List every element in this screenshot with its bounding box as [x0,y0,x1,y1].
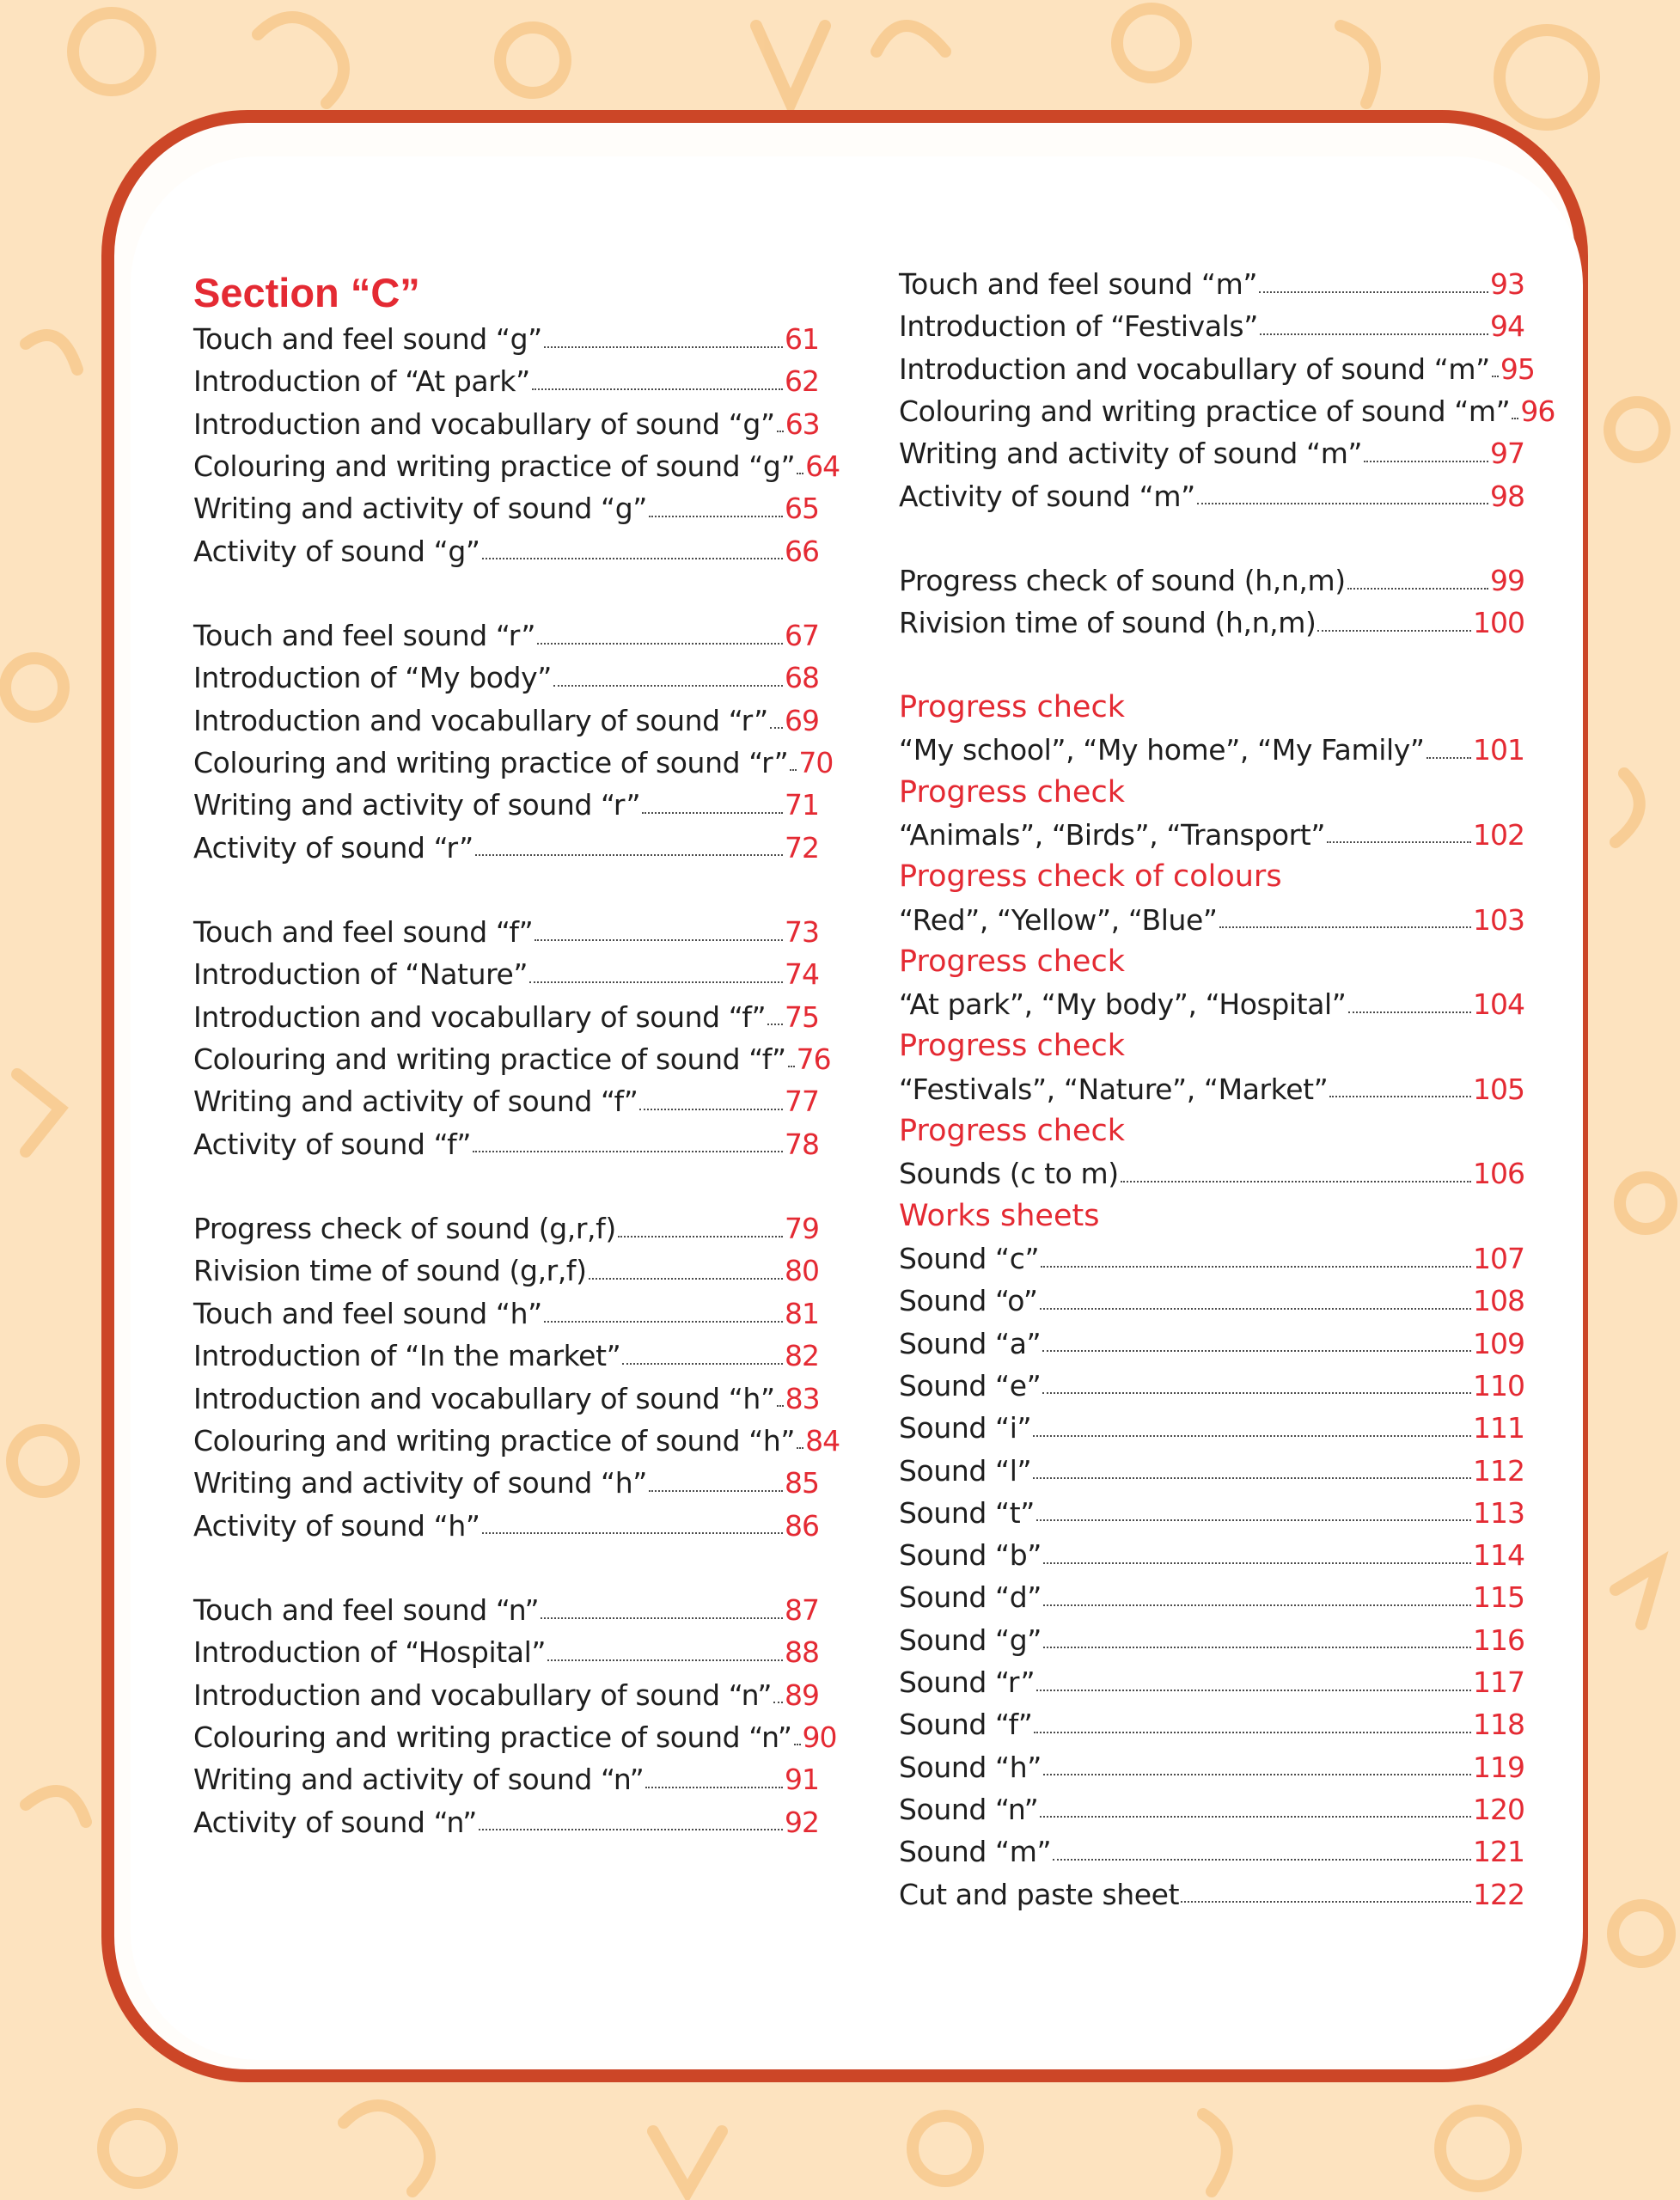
page-number: 90 [802,1720,837,1754]
dot-leader [649,1490,783,1492]
entry-title: Sound “d” [899,1580,1042,1615]
toc-entry[interactable] [899,1450,1524,1492]
entry-title: Introduction of “Hospital” [193,1635,547,1670]
entry-title: Rivision time of sound (h,n,m) [899,606,1317,640]
toc-entry[interactable] [193,700,819,742]
page-number: 114 [1473,1538,1524,1573]
dot-leader [1040,1816,1471,1818]
page-number: 96 [1520,394,1555,428]
entry-title: Writing and activity of sound “r” [193,788,641,822]
worksheets-label: Works sheets [899,1199,1100,1233]
page-number: 74 [785,957,819,992]
progress-check-label: Progress check [899,1029,1125,1064]
page-number: 121 [1473,1835,1524,1869]
toc-entry[interactable] [899,1323,1524,1365]
page-number: 71 [785,788,819,822]
entry-title: Activity of sound “m” [899,479,1195,513]
progress-check-label: Progress check [899,690,1125,724]
dot-leader [1492,376,1499,377]
toc-entry[interactable] [899,1703,1524,1745]
entry-title: Activity of sound “n” [193,1805,477,1839]
entry-title: “Animals”, “Birds”, “Transport” [899,817,1326,852]
toc-entry[interactable] [193,360,819,402]
toc-entry[interactable] [899,263,1524,305]
entry-title: Rivision time of sound (g,r,f) [193,1254,587,1288]
entry-title: Introduction of “At park” [193,364,530,399]
toc-entry[interactable] [899,1830,1524,1873]
dot-leader [1033,1435,1471,1437]
toc-entry[interactable] [193,827,819,869]
entry-title: Progress check of sound (g,r,f) [193,1212,616,1245]
toc-entry[interactable] [193,784,819,826]
page-number: 120 [1473,1792,1524,1826]
page-number: 63 [785,406,820,441]
entry-title: Sound “o” [899,1284,1038,1318]
toc-entry[interactable] [899,602,1524,644]
dot-leader [1042,1350,1471,1352]
dot-leader [1329,1096,1471,1097]
dot-leader [767,1024,783,1025]
dot-leader [794,1744,801,1745]
toc-entry[interactable] [193,1292,819,1335]
toc-entry[interactable] [899,305,1524,347]
page-number: 112 [1473,1453,1524,1488]
progress-check-label: Progress check [899,944,1125,979]
dot-leader [589,1278,783,1280]
page-number: 109 [1473,1326,1524,1360]
entry-title: Colouring and writing practice of sound “m” [899,394,1511,428]
dot-leader [1043,1562,1471,1564]
page-number: 65 [785,492,819,526]
toc-entry[interactable] [899,348,1535,390]
page-number: 82 [785,1339,819,1373]
entry-title: Activity of sound “g” [193,534,480,568]
section-heading: Section “C” [193,270,420,315]
dot-leader [1260,333,1488,335]
page-number: 101 [1473,733,1524,767]
page-number: 105 [1473,1072,1524,1106]
entry-title: Writing and activity of sound “f” [193,1085,638,1119]
dot-leader [770,727,783,729]
dot-leader [645,1787,783,1788]
page-number: 80 [785,1254,819,1288]
dot-leader [1041,1266,1471,1268]
entry-title: Introduction and vocabullary of sound “g” [193,406,775,441]
page-number: 98 [1490,479,1524,513]
toc-entry[interactable] [899,983,1524,1025]
toc-entry[interactable] [899,1746,1524,1788]
page-number: 67 [785,619,819,652]
dot-leader [1040,1308,1471,1310]
dot-leader [649,516,783,517]
toc-entry[interactable] [899,1280,1524,1322]
entry-title: Touch and feel sound “r” [193,619,536,652]
page-number: 85 [785,1466,819,1500]
page-number: 75 [785,999,819,1034]
toc-entry[interactable] [899,1873,1524,1916]
entry-title: Writing and activity of sound “n” [193,1763,645,1797]
entry-title: “Red”, “Yellow”, “Blue” [899,902,1218,937]
entry-title: Colouring and writing practice of sound “n” [193,1720,792,1754]
progress-check-label: Progress check [899,1114,1125,1148]
dot-leader [1512,418,1518,419]
page-number: 72 [785,830,819,865]
toc-entry[interactable] [899,729,1524,771]
toc-entry[interactable] [193,530,819,572]
toc-entry[interactable] [193,1462,819,1504]
entry-title: Sound “h” [899,1750,1042,1784]
entry-title: Colouring and writing practice of sound “g” [193,449,796,483]
toc-entry[interactable] [193,742,834,784]
toc-entry[interactable] [193,1038,831,1080]
entry-title: Activity of sound “r” [193,830,473,865]
page-number: 116 [1473,1622,1524,1657]
entry-title: Introduction and vocabullary of sound “h” [193,1381,775,1415]
dot-leader [473,1151,783,1152]
dot-leader [1197,503,1488,504]
dot-leader [773,1702,783,1703]
dot-leader [1259,291,1488,293]
dot-leader [547,1659,783,1661]
toc-entry[interactable] [193,487,819,529]
page-number: 108 [1473,1284,1524,1318]
toc-entry[interactable] [899,1576,1524,1618]
dot-leader [797,1447,803,1449]
dot-leader [553,685,783,687]
page-number: 97 [1490,437,1524,471]
page-number: 89 [785,1678,819,1712]
dot-leader [797,473,803,474]
toc-entry[interactable] [193,1631,819,1673]
page-number: 62 [785,364,819,399]
entry-title: Introduction of “In the market” [193,1339,621,1373]
page-number: 95 [1500,351,1535,386]
toc-entry[interactable] [899,1407,1524,1449]
toc-entry[interactable] [193,1505,819,1547]
dot-leader [1043,1774,1471,1775]
entry-title: Touch and feel sound “g” [193,322,542,356]
entry-title: Writing and activity of sound “h” [193,1466,647,1500]
toc-entry[interactable] [899,1365,1524,1407]
page-number: 86 [785,1508,819,1543]
entry-title: Introduction of “Festivals” [899,309,1258,344]
dot-leader [1181,1901,1471,1903]
page-number: 113 [1473,1495,1524,1530]
page-number: 64 [805,449,840,483]
dot-leader [1426,757,1471,759]
entry-title: Introduction and vocabullary of sound “n” [193,1678,773,1712]
entry-title: Touch and feel sound “m” [899,267,1258,301]
dot-leader [479,1829,783,1830]
toc-entry[interactable] [193,1801,819,1843]
entry-title: Colouring and writing practice of sound “f” [193,1042,786,1076]
dot-leader [1043,1647,1471,1648]
dot-leader [1042,1392,1471,1394]
page-number: 73 [785,915,819,949]
toc-entry[interactable] [899,1238,1524,1280]
entry-title: Touch and feel sound “h” [193,1297,542,1330]
toc-entry[interactable] [899,432,1524,474]
dot-leader [1053,1859,1471,1861]
dot-leader [1348,1011,1472,1013]
toc-entry[interactable] [193,1758,819,1800]
entry-title: Writing and activity of sound “g” [193,492,647,526]
toc-entry[interactable] [193,953,819,995]
dot-leader [1347,588,1488,590]
toc-entry[interactable] [899,1788,1524,1830]
page-number: 78 [785,1127,819,1161]
page-number: 83 [785,1381,820,1415]
entry-title: “My school”, “My home”, “My Family” [899,733,1425,767]
page-number: 100 [1473,606,1524,640]
page-number: 110 [1473,1368,1524,1402]
dot-leader [1036,1690,1471,1691]
page-number: 70 [798,745,834,779]
entry-title: Sound “t” [899,1495,1035,1530]
page-number: 119 [1473,1750,1524,1784]
page-number: 118 [1473,1708,1524,1742]
toc-entry[interactable] [899,1619,1524,1661]
dot-leader [482,1532,783,1534]
toc-entry[interactable] [899,475,1524,517]
page-number: 88 [785,1635,819,1670]
dot-leader [529,981,783,983]
entry-title: Introduction of “Nature” [193,957,528,992]
dot-leader [1033,1477,1471,1479]
dot-leader [544,346,783,348]
entry-title: Sounds (c to m) [899,1157,1119,1191]
entry-title: Sound “g” [899,1622,1042,1657]
dot-leader [622,1363,783,1365]
toc-entry[interactable] [193,445,840,487]
entry-title: Colouring and writing practice of sound “h” [193,1423,796,1458]
entry-title: “Festivals”, “Nature”, “Market” [899,1072,1329,1106]
entry-title: Writing and activity of sound “m” [899,437,1363,471]
page-number: 107 [1473,1242,1524,1275]
toc-entry[interactable] [193,1674,819,1716]
dot-leader [788,1066,795,1067]
entry-title: Introduction of “My body” [193,661,552,695]
dot-leader [537,643,783,645]
dot-leader [1043,1604,1471,1606]
entry-title: Introduction and vocabullary of sound “f” [193,999,767,1034]
entry-title: Sound “f” [899,1708,1033,1742]
toc-entry[interactable] [193,318,819,360]
entry-title: Activity of sound “h” [193,1508,480,1543]
entry-title: Sound “a” [899,1326,1042,1360]
toc-entry[interactable] [193,911,819,953]
entry-title: Touch and feel sound “f” [193,915,534,949]
page-number: 61 [785,322,819,356]
toc-entry[interactable] [899,1661,1524,1703]
dot-leader [642,812,783,814]
entry-title: Sound “l” [899,1453,1032,1488]
toc-entry[interactable] [193,1123,819,1165]
toc-entry[interactable] [899,814,1524,856]
toc-entry[interactable] [193,403,819,445]
page-number: 79 [785,1212,819,1245]
dot-leader [475,854,783,856]
entry-title: Sound “i” [899,1411,1032,1445]
toc-entry[interactable] [899,1152,1524,1195]
dot-leader [790,769,797,771]
page-number: 77 [785,1085,819,1119]
dot-leader [541,1617,783,1619]
entry-title: Colouring and writing practice of sound “r” [193,745,789,779]
dot-leader [1317,630,1471,632]
toc-entry[interactable] [899,559,1524,602]
toc-entry[interactable] [193,1589,819,1631]
dot-leader [639,1109,783,1110]
entry-title: Sound “n” [899,1792,1039,1826]
page-number: 115 [1473,1580,1524,1615]
dot-leader [544,1321,783,1323]
page-number: 93 [1490,267,1524,301]
dot-leader [1034,1732,1471,1733]
toc-entry[interactable] [193,1080,819,1122]
toc-entry[interactable] [193,1420,840,1462]
page-number: 81 [785,1297,819,1330]
toc-entry[interactable] [193,1250,819,1292]
toc-entry[interactable] [193,1207,819,1250]
page-number: 111 [1473,1411,1524,1445]
dot-leader [535,939,783,941]
entry-title: Introduction and vocabullary of sound “m” [899,351,1490,386]
page-number: 92 [785,1805,819,1839]
entry-title: Introduction and vocabullary of sound “r” [193,703,768,737]
dot-leader [777,431,784,432]
toc-entry[interactable] [899,1534,1524,1576]
toc-entry[interactable] [193,996,819,1038]
entry-title: “At park”, “My body”, “Hospital” [899,987,1347,1022]
page-number: 94 [1490,309,1524,344]
dot-leader [532,388,783,390]
progress-check-label: Progress check of colours [899,859,1282,895]
page-number: 122 [1473,1877,1524,1911]
dot-leader [1121,1181,1471,1182]
entry-title: Sound “c” [899,1242,1040,1275]
dot-leader [1364,461,1488,462]
entry-title: Touch and feel sound “n” [193,1593,540,1627]
page-number: 76 [796,1042,831,1076]
toc-entry[interactable] [193,1378,819,1420]
page-number: 99 [1490,564,1524,597]
toc-entry[interactable] [193,657,819,699]
page-number: 84 [805,1423,840,1458]
page-number: 69 [785,703,819,737]
page-number: 91 [785,1763,819,1797]
entry-title: Sound “m” [899,1835,1052,1869]
entry-title: Sound “b” [899,1538,1042,1573]
page-number: 87 [785,1593,819,1627]
page-number: 103 [1473,902,1524,937]
page-number: 106 [1473,1157,1524,1191]
toc-entry[interactable] [899,1492,1524,1534]
entry-title: Activity of sound “f” [193,1127,472,1161]
toc-entry[interactable] [899,1068,1524,1110]
dot-leader [1036,1519,1471,1521]
dot-leader [777,1405,784,1407]
progress-check-label: Progress check [899,774,1125,810]
toc-entry[interactable] [193,1335,819,1377]
toc-entry[interactable] [193,614,819,657]
entry-title: Sound “r” [899,1665,1035,1699]
page-number: 66 [785,534,819,568]
page-number: 68 [785,661,819,695]
toc-entry[interactable] [193,1716,837,1758]
dot-leader [618,1236,783,1238]
entry-title: Cut and paste sheet [899,1877,1180,1911]
dot-leader [1327,841,1471,843]
page-number: 117 [1473,1665,1524,1699]
page-number: 104 [1473,987,1524,1022]
dot-leader [1219,926,1471,928]
page-number: 102 [1473,817,1524,852]
entry-title: Progress check of sound (h,n,m) [899,564,1346,597]
dot-leader [482,558,783,559]
entry-title: Sound “e” [899,1368,1042,1402]
toc-entry[interactable] [899,390,1555,432]
toc-entry[interactable] [899,899,1524,941]
